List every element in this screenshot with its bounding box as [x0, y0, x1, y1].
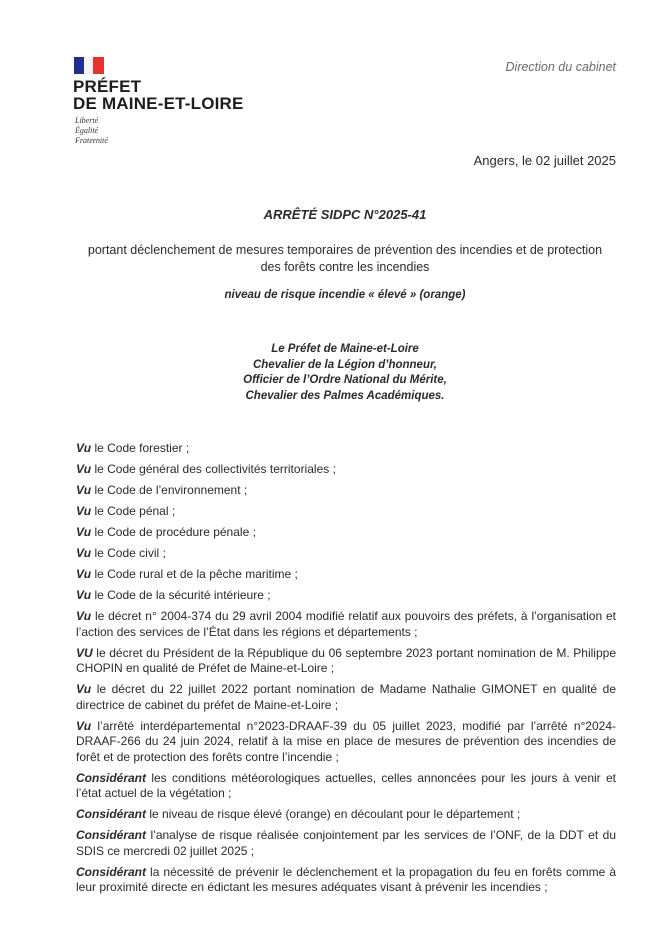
list-item	[76, 567, 616, 583]
list-item	[76, 588, 616, 604]
item-keyword: Vu	[76, 546, 92, 560]
prefecture-name	[73, 78, 244, 112]
item-text: l’arrêté interdépartemental n°2023-DRAAF-39 du 05 juillet 2023, modifié par l’arrêté n°2024-DRAAF-266 du 24 juin 2024, relatif à la mise en place de mesures de prévention des incendies de forêt et de protection des forêts contre l’incendie ;	[76, 718, 616, 764]
legal-basis-list	[76, 441, 616, 901]
item-text: le décret du 22 juillet 2022 portant nomination de Madame Nathalie GIMONET en qualité de directrice de cabinet du préfet de Maine-et-Loire ;	[76, 682, 616, 712]
item-text: le Code civil ;	[91, 546, 166, 560]
item-keyword: VU	[76, 645, 93, 660]
list-item	[76, 828, 616, 859]
list-item	[76, 483, 616, 499]
subtitle-line-2: des forêts contre les incendies	[260, 259, 430, 274]
issuing-department: Direction du cabinet	[505, 60, 616, 74]
arrete-title: ARRÊTÉ SIDPC N°2025-41	[263, 207, 427, 222]
signatory-line-4: Chevalier des Palmes Académiques.	[245, 389, 445, 402]
list-item	[76, 609, 616, 640]
item-keyword: Vu	[76, 462, 92, 476]
republic-motto	[75, 116, 108, 146]
signatory-line-3: Officier de l’Ordre National du Mérite,	[243, 374, 447, 386]
item-text: le Code de la sécurité intérieure ;	[91, 588, 271, 602]
item-keyword: Vu	[76, 682, 92, 696]
item-keyword: Considérant	[76, 828, 147, 842]
signatory-line-2: Chevalier de la Légion d’honneur,	[252, 358, 438, 371]
item-text: le Code de l’environnement ;	[91, 483, 248, 497]
item-text: le décret n° 2004-374 du 29 avril 2004 modifié relatif aux pouvoirs des préfets, à l’organisation et l’action des services de l’État dans les régions et départements ;	[76, 609, 616, 639]
item-keyword: Vu	[76, 609, 92, 623]
item-text: l’analyse de risque réalisée conjointement par les services de l’ONF, de la DDT et du SDIS ce mercredi 02 juillet 2025 ;	[76, 828, 616, 858]
motto-egalite: Égalité	[75, 126, 99, 135]
list-item	[76, 807, 616, 823]
motto-liberte: Liberté	[75, 116, 99, 125]
item-text: le Code général des collectivités territoriales ;	[91, 462, 336, 476]
item-text: le Code pénal ;	[91, 504, 176, 518]
list-item	[76, 646, 616, 677]
signatory-line-1: Le Préfet de Maine-et-Loire	[271, 343, 419, 355]
item-keyword: Considérant	[76, 770, 147, 785]
item-keyword: Vu	[76, 483, 92, 497]
arrete-subtitle	[74, 242, 616, 275]
prefecture-line-2: DE MAINE-ET-LOIRE	[73, 94, 244, 113]
prefecture-line-1: PRÉFET	[73, 77, 142, 96]
item-text: le décret du Président de la République du 06 septembre 2023 portant nomination de M. Philippe CHOPIN en qualité de Préfet de Maine-et-Loire ;	[76, 645, 616, 675]
item-text: le Code rural et de la pêche maritime ;	[91, 567, 298, 581]
list-item	[76, 441, 616, 457]
list-item	[76, 525, 616, 541]
item-keyword: Vu	[76, 441, 92, 455]
item-keyword: Considérant	[76, 807, 147, 821]
item-text: la nécessité de prévenir le déclenchement et la propagation du feu en forêts comme à leur proximité directe en édictant les mesures adéquates visant à prévenir les incendies ;	[76, 864, 616, 894]
item-keyword: Vu	[76, 504, 92, 518]
list-item	[76, 682, 616, 713]
list-item	[76, 771, 616, 802]
item-keyword: Vu	[76, 567, 92, 581]
signatory-block	[74, 342, 616, 404]
list-item	[76, 546, 616, 562]
item-keyword: Vu	[76, 718, 92, 733]
french-flag-icon	[74, 57, 104, 74]
item-text: le niveau de risque élevé (orange) en découlant pour le département ;	[146, 807, 521, 821]
item-keyword: Considérant	[76, 864, 147, 879]
document-date: Angers, le 02 juillet 2025	[473, 153, 616, 168]
item-keyword: Vu	[76, 525, 92, 539]
list-item	[76, 719, 616, 766]
item-text: les conditions météorologiques actuelles, celles annoncées pour les jours à venir et l’état actuel de la végétation ;	[76, 770, 616, 800]
item-text: le Code forestier ;	[91, 441, 190, 455]
list-item	[76, 462, 616, 478]
list-item	[76, 865, 616, 896]
subtitle-line-1: portant déclenchement de mesures temporaires de prévention des incendies et de protection	[87, 243, 603, 257]
risk-level: niveau de risque incendie « élevé » (orange)	[224, 289, 466, 301]
flag-blue-band	[74, 57, 84, 74]
item-text: le Code de procédure pénale ;	[91, 525, 256, 539]
motto-fraternite: Fraternité	[75, 136, 108, 145]
item-keyword: Vu	[76, 588, 92, 602]
list-item	[76, 504, 616, 520]
flag-white-band	[84, 57, 93, 74]
flag-red-band	[93, 57, 104, 74]
